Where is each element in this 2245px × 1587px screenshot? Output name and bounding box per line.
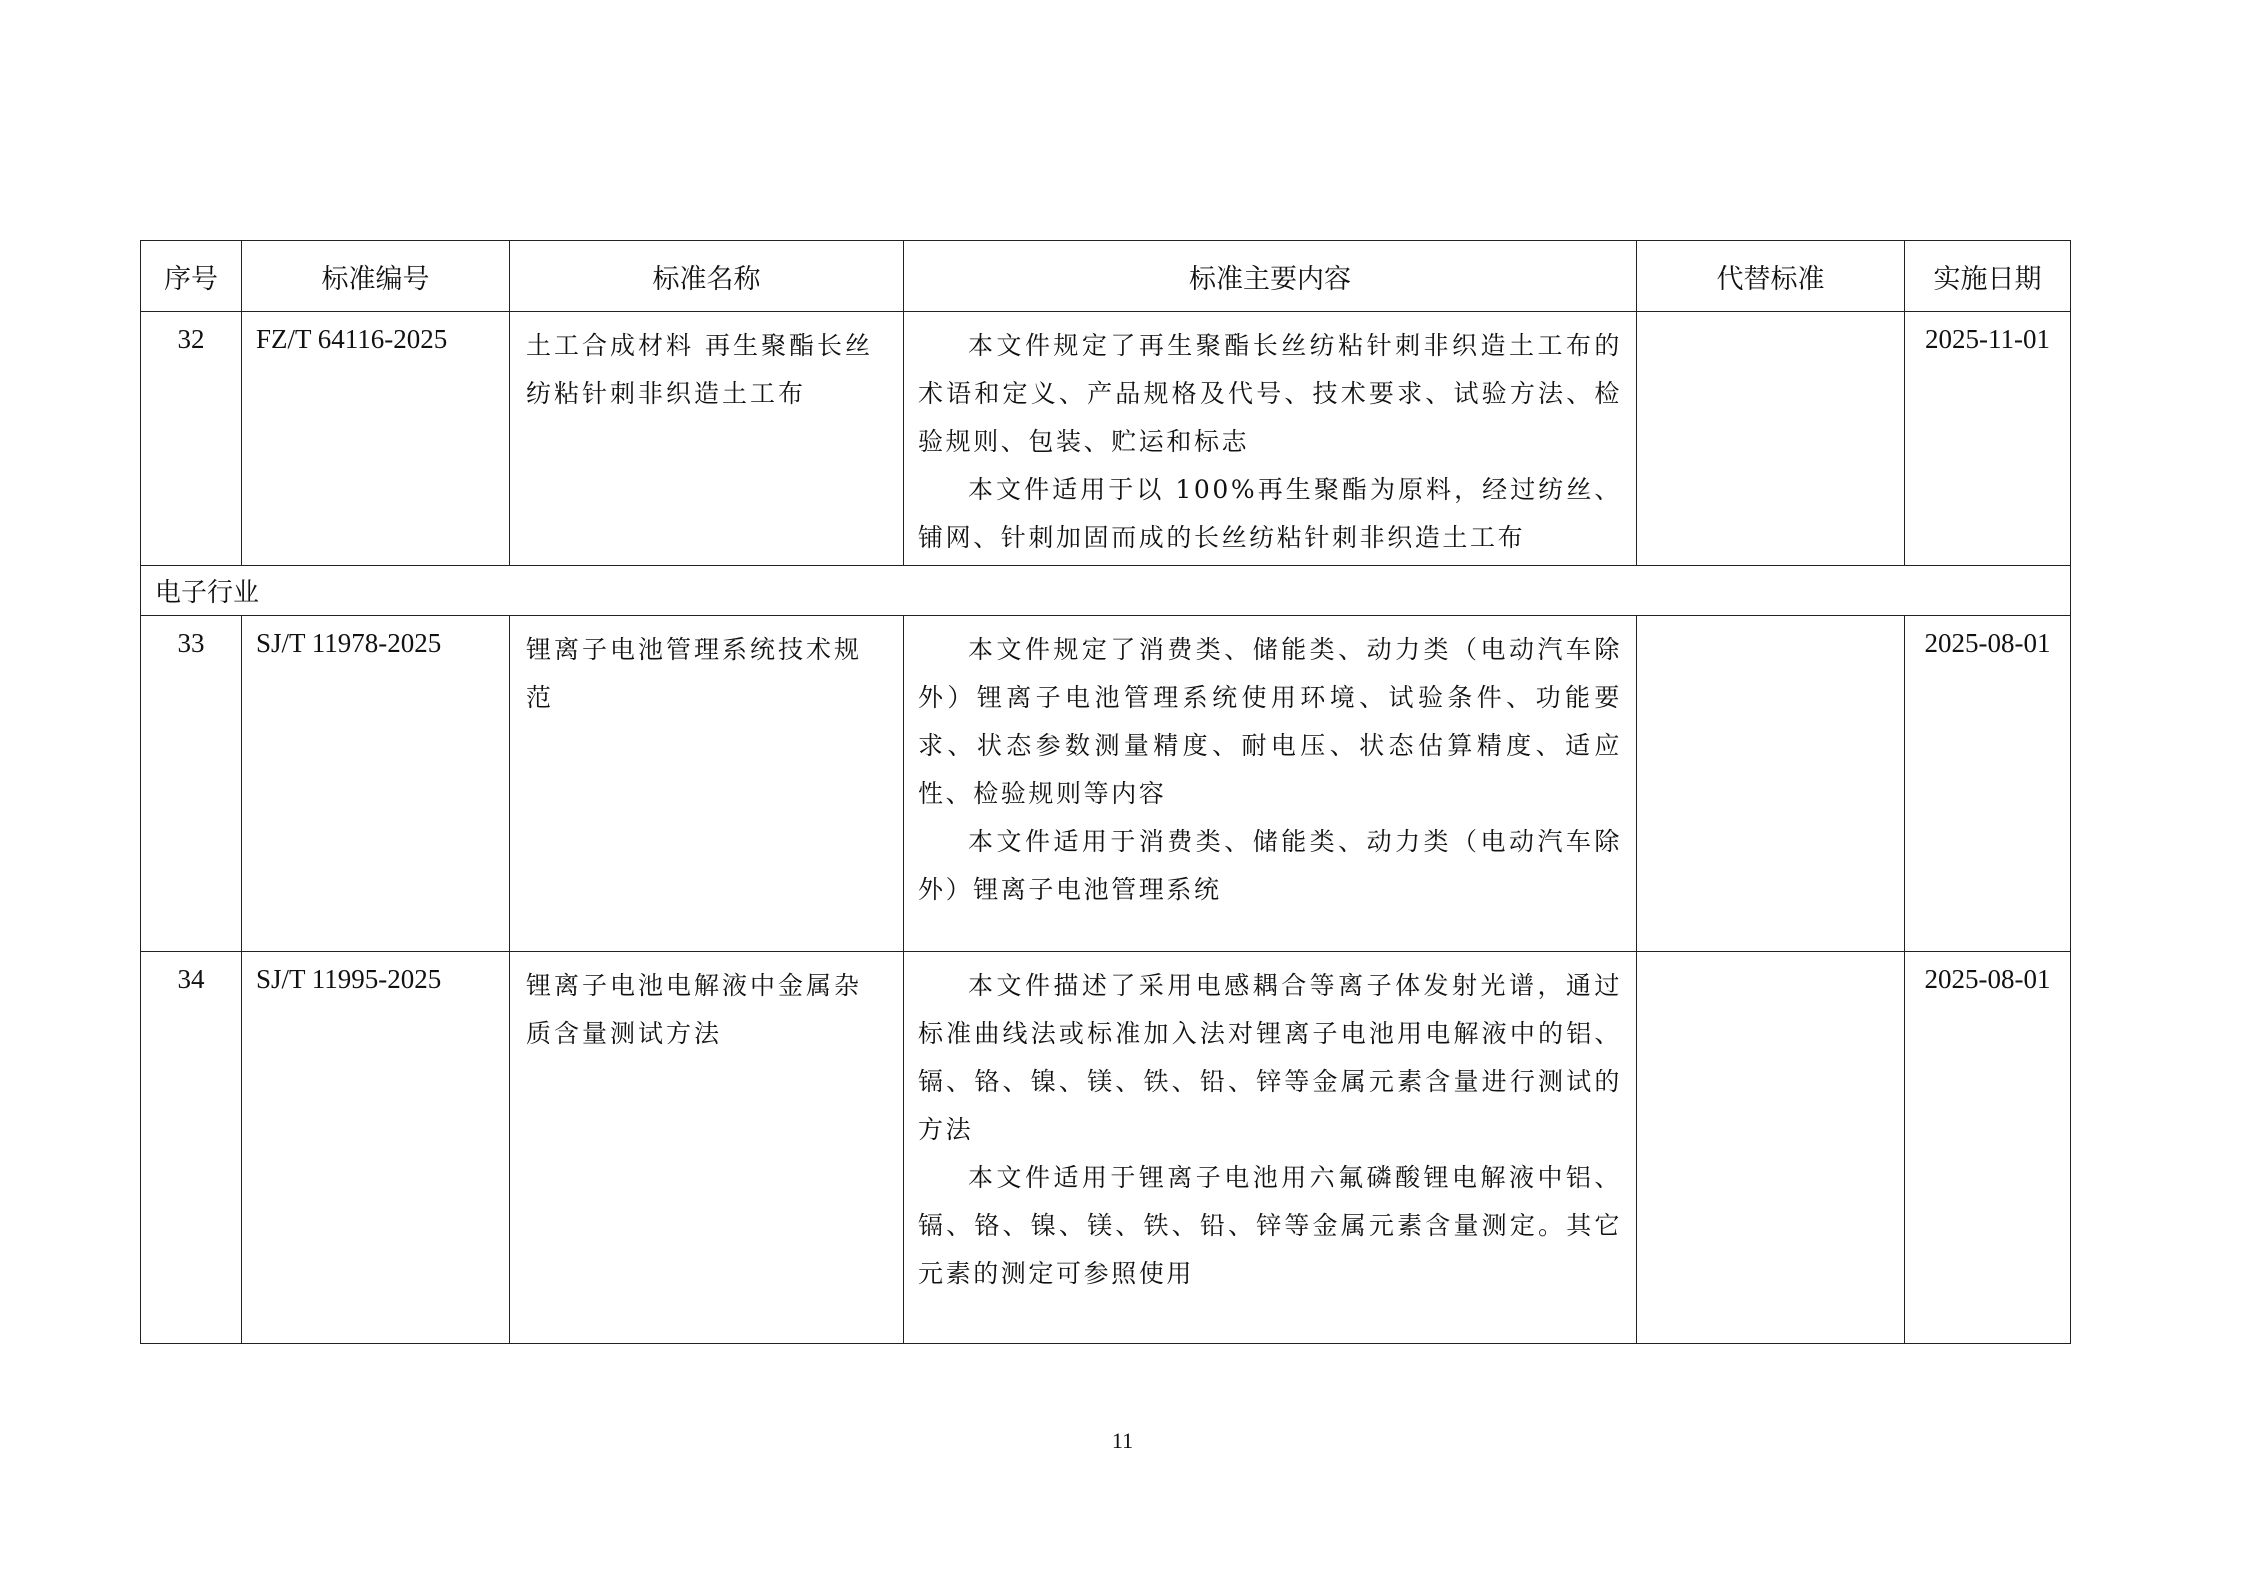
table-header-row <box>141 241 2071 312</box>
cell-name: 锂离子电池电解液中金属杂质含量测试方法 <box>510 952 904 1344</box>
cell-code: SJ/T 11978-2025 <box>242 616 510 952</box>
cell-code: FZ/T 64116-2025 <box>242 312 510 566</box>
cell-content <box>904 616 1637 952</box>
cell-code: SJ/T 11995-2025 <box>242 952 510 1344</box>
page-number: 11 <box>1111 1428 1134 1453</box>
header-content: 标准主要内容 <box>904 241 1637 312</box>
content-paragraph: 本文件描述了采用电感耦合等离子体发射光谱，通过标准曲线法或标准加入法对锂离子电池用电解液中的铝、镉、铬、镍、镁、铁、铅、锌等金属元素含量进行测试的方法 <box>918 971 1622 1144</box>
cell-content <box>904 952 1637 1344</box>
standards-table-container <box>140 240 2070 1344</box>
cell-no: 33 <box>141 616 242 952</box>
cell-date: 2025-08-01 <box>1905 952 2071 1344</box>
content-paragraph: 本文件适用于锂离子电池用六氟磷酸锂电解液中铝、镉、铬、镍、镁、铁、铅、锌等金属元素含量测定。其它元素的测定可参照使用 <box>918 1163 1622 1288</box>
cell-no: 34 <box>141 952 242 1344</box>
cell-replaces <box>1637 616 1905 952</box>
cell-replaces <box>1637 312 1905 566</box>
content-paragraph: 本文件适用于以 100%再生聚酯为原料，经过纺丝、铺网、针刺加固而成的长丝纺粘针刺非织造土工布 <box>918 475 1622 552</box>
header-code: 标准编号 <box>242 241 510 312</box>
header-replaces: 代替标准 <box>1637 241 1905 312</box>
header-name: 标准名称 <box>510 241 904 312</box>
header-no: 序号 <box>141 241 242 312</box>
cell-date: 2025-08-01 <box>1905 616 2071 952</box>
cell-content <box>904 312 1637 566</box>
cell-date: 2025-11-01 <box>1905 312 2071 566</box>
table-row <box>141 952 2071 1344</box>
cell-replaces <box>1637 952 1905 1344</box>
content-paragraph: 本文件规定了再生聚酯长丝纺粘针刺非织造土工布的术语和定义、产品规格及代号、技术要求、试验方法、检验规则、包装、贮运和标志 <box>918 331 1622 456</box>
content-paragraph: 本文件适用于消费类、储能类、动力类（电动汽车除外）锂离子电池管理系统 <box>918 827 1622 904</box>
cell-name: 锂离子电池管理系统技术规范 <box>510 616 904 952</box>
standards-table <box>140 240 2071 1344</box>
table-row <box>141 616 2071 952</box>
header-date: 实施日期 <box>1905 241 2071 312</box>
cell-no: 32 <box>141 312 242 566</box>
content-paragraph: 本文件规定了消费类、储能类、动力类（电动汽车除外）锂离子电池管理系统使用环境、试验条件、功能要求、状态参数测量精度、耐电压、状态估算精度、适应性、检验规则等内容 <box>918 635 1622 808</box>
table-row <box>141 312 2071 566</box>
section-title: 电子行业 <box>141 566 2071 616</box>
cell-name: 土工合成材料 再生聚酯长丝纺粘针刺非织造土工布 <box>510 312 904 566</box>
section-row <box>141 566 2071 616</box>
